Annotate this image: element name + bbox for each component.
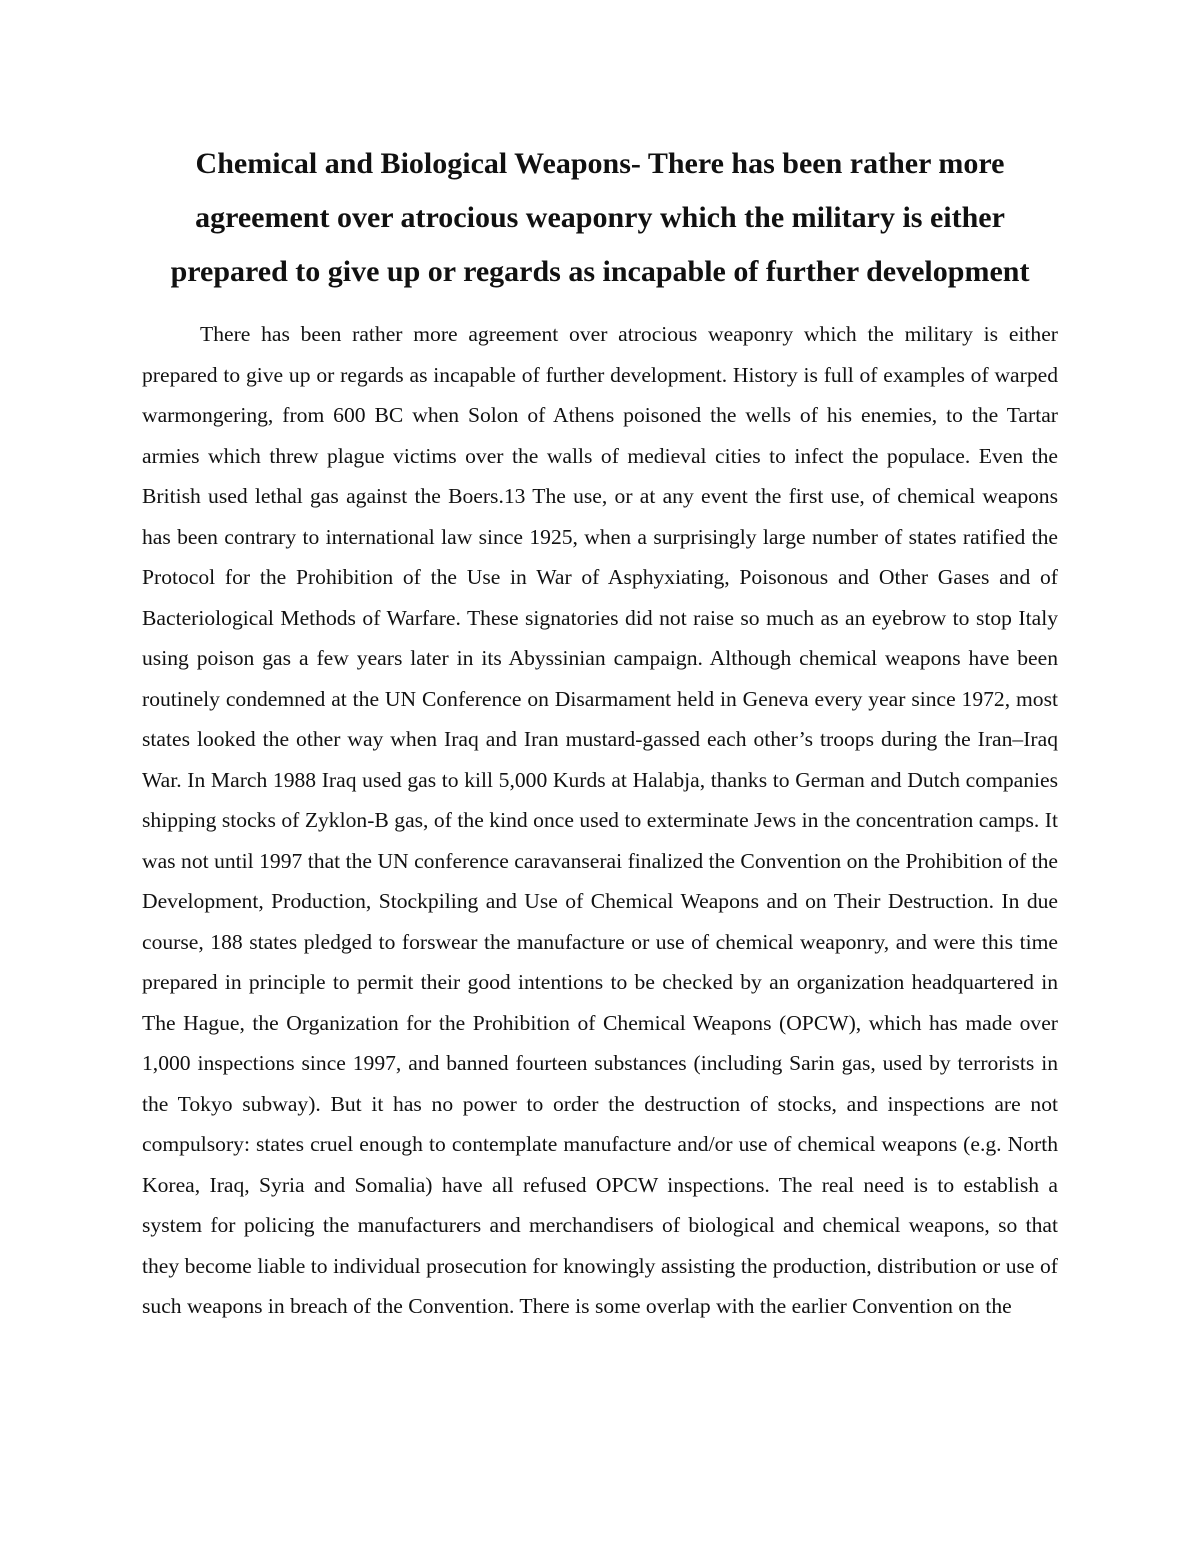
body-paragraph: There has been rather more agreement over atrocious weaponry which the military is either prepared to give up or regards as incapable of further development. History is full of examples of warped warmongering, from 600 BC when Solon of Athens poisoned the wells of his enemies, to the Tartar armies which threw plague victims over the walls of medieval cities to infect the populace. Even the British used lethal gas against the Boers.13 The use, or at any event the first use, of chemical weapons has been contrary to international law since 1925, when a surprisingly large number of states ratified the Protocol for the Prohibition of the Use in War of Asphyxiating, Poisonous and Other Gases and of Bacteriological Methods of Warfare. These signatories did not raise so much as an eyebrow to stop Italy using poison gas a few years later in its Abyssinian campaign. Although chemical weapons have been routinely condemned at the UN Conference on Disarmament held in Geneva every year since 1972, most states looked the other way when Iraq and Iran mustard-gassed each other’s troops during the Iran–Iraq War. In March 1988 Iraq used gas to kill 5,000 Kurds at Halabja, thanks to German and Dutch companies shipping stocks of Zyklon-B gas, of the kind once used to exterminate Jews in the concentration camps. It was not until 1997 that the UN conference caravanserai finalized the Convention on the Prohibition of the Development, Production, Stockpiling and Use of Chemical Weapons and on Their Destruction. In due course, 188 states pledged to forswear the manufacture or use of chemical weaponry, and were this time prepared in principle to permit their good intentions to be checked by an organization headquartered in The Hague, the Organization for the Prohibition of Chemical Weapons (OPCW), which has made over 1,000 inspections since 1997, and banned fourteen substances (including Sarin gas, used by terrorists in the Tokyo subway). But it has no power to order the destruction of stocks, and inspections are not compulsory: states cruel enough to contemplate manufacture and/or use of chemical weapons (e.g. North Korea, Iraq, Syria and Somalia) have all refused OPCW inspections. The real need is to establish a system for policing the manufacturers and merchandisers of biological and chemical weapons, so that they become liable to individual prosecution for knowingly assisting the production, distribution or use of such weapons in breach of the Convention. There is some overlap with the earlier Convention on the [142, 322, 1058, 1318]
document-title: Chemical and Biological Weapons- There has been rather more agreement over atrocious weaponry which the military is either prepared to give up or regards as incapable of further development [170, 147, 1030, 288]
